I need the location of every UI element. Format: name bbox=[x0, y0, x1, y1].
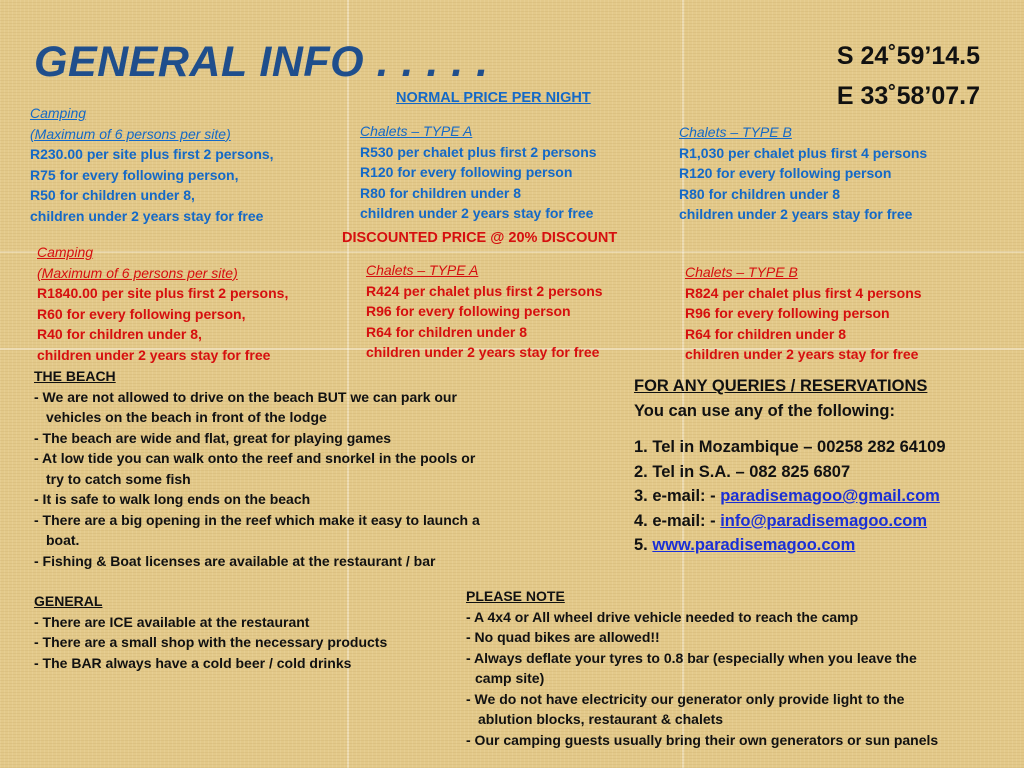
page-title: GENERAL INFO . . . . . bbox=[34, 38, 489, 86]
price-line: R80 for children under 8 bbox=[360, 184, 522, 201]
price-line: R1840.00 per site plus first 2 persons, bbox=[37, 285, 289, 301]
email-line-1: 3. e-mail: - paradisemagoo@gmail.com bbox=[634, 487, 940, 505]
note-item: - Our camping guests usually bring their own generators or sun panels bbox=[466, 731, 939, 748]
beach-item: - We are not allowed to drive on the beach BUT we can park our bbox=[34, 388, 457, 405]
discount-camping-title: Camping bbox=[37, 244, 94, 260]
price-line: R64 for children under 8 bbox=[366, 323, 528, 340]
general-heading: GENERAL bbox=[34, 593, 103, 609]
normal-camping-title: Camping bbox=[30, 105, 87, 121]
queries-heading: FOR ANY QUERIES / RESERVATIONS bbox=[634, 377, 928, 395]
beach-item: - Fishing & Boat licenses are available at the restaurant / bar bbox=[34, 552, 436, 569]
note-item: - A 4x4 or All wheel drive vehicle needed to reach the camp bbox=[466, 608, 859, 625]
price-line: R120 for every following person bbox=[360, 164, 573, 180]
normal-camping-subtitle: (Maximum of 6 persons per site) bbox=[30, 125, 231, 142]
discount-chalet-a-title: Chalets – TYPE A bbox=[366, 262, 479, 278]
normal-chalet-a-title: Chalets – TYPE A bbox=[360, 123, 473, 139]
normal-chalet-a-block bbox=[360, 121, 597, 224]
tel-mozambique: 1. Tel in Mozambique – 00258 282 64109 bbox=[634, 438, 946, 456]
beach-item: - At low tide you can walk onto the reef and snorkel in the pools or bbox=[34, 450, 476, 466]
normal-camping-block bbox=[30, 103, 274, 226]
discount-chalet-b-title: Chalets – TYPE B bbox=[685, 264, 798, 280]
discount-chalet-b-block bbox=[685, 262, 922, 365]
price-line: R50 for children under 8, bbox=[30, 187, 195, 203]
latitude: S 24˚59’14.5 bbox=[836, 42, 980, 70]
general-item: - There are ICE available at the restaurant bbox=[34, 613, 310, 630]
beach-item-cont: vehicles on the beach in front of the lodge bbox=[46, 409, 327, 425]
discount-camping-block bbox=[37, 242, 288, 365]
tel-sa: 2. Tel in S.A. – 082 825 6807 bbox=[634, 462, 851, 481]
longitude: E 33˚58’07.7 bbox=[836, 82, 980, 110]
note-heading: PLEASE NOTE bbox=[466, 588, 565, 604]
please-note-section bbox=[466, 586, 938, 750]
price-line: children under 2 years stay for free bbox=[366, 344, 600, 360]
price-line: R230.00 per site plus first 2 persons, bbox=[30, 146, 274, 162]
note-item-cont: ablution blocks, restaurant & chalets bbox=[478, 711, 724, 727]
email-link-gmail[interactable]: paradisemagoo@gmail.com bbox=[720, 487, 940, 505]
general-section bbox=[34, 591, 387, 673]
price-line: children under 2 years stay for free bbox=[679, 206, 913, 222]
beach-section bbox=[34, 366, 480, 571]
note-item: - We do not have electricity our generator only provide light to the bbox=[466, 690, 905, 707]
price-line: children under 2 years stay for free bbox=[37, 346, 271, 363]
beach-item-cont: boat. bbox=[46, 532, 80, 548]
note-item: - Always deflate your tyres to 0.8 bar (especially when you leave the bbox=[466, 649, 917, 666]
discount-chalet-a-block bbox=[366, 260, 603, 363]
price-line: children under 2 years stay for free bbox=[30, 207, 264, 224]
normal-price-heading: NORMAL PRICE PER NIGHT bbox=[396, 90, 591, 106]
gps-coordinates bbox=[837, 36, 980, 116]
general-item: - The BAR always have a cold beer / cold drinks bbox=[34, 654, 352, 671]
spacer bbox=[634, 423, 946, 435]
queries-subheading: You can use any of the following: bbox=[634, 401, 895, 420]
price-line: R824 per chalet plus first 4 persons bbox=[685, 284, 922, 301]
email-link-info[interactable]: info@paradisemagoo.com bbox=[720, 511, 927, 530]
beach-item: - There are a big opening in the reef which make it easy to launch a bbox=[34, 511, 480, 528]
price-line: R75 for every following person, bbox=[30, 166, 239, 183]
normal-chalet-b-block bbox=[679, 122, 927, 225]
discount-price-heading: DISCOUNTED PRICE @ 20% DISCOUNT bbox=[342, 230, 618, 246]
general-item: - There are a small shop with the necessary products bbox=[34, 634, 388, 650]
website-link[interactable]: www.paradisemagoo.com bbox=[652, 536, 856, 554]
price-line: children under 2 years stay for free bbox=[360, 205, 594, 221]
beach-item: - It is safe to walk long ends on the beach bbox=[34, 491, 311, 507]
price-line: R64 for children under 8 bbox=[685, 325, 847, 342]
beach-item: - The beach are wide and flat, great for playing games bbox=[34, 429, 392, 446]
price-line: R530 per chalet plus first 2 persons bbox=[360, 143, 597, 160]
price-line: R120 for every following person bbox=[679, 165, 892, 181]
note-item: - No quad bikes are allowed!! bbox=[466, 629, 660, 645]
website-line: 5. www.paradisemagoo.com bbox=[634, 536, 856, 554]
price-line: R96 for every following person bbox=[366, 303, 571, 319]
price-line: R60 for every following person, bbox=[37, 305, 246, 322]
price-line: R424 per chalet plus first 2 persons bbox=[366, 282, 603, 299]
discount-camping-subtitle: (Maximum of 6 persons per site) bbox=[37, 264, 238, 281]
price-line: R1,030 per chalet plus first 4 persons bbox=[679, 144, 928, 161]
price-line: R80 for children under 8 bbox=[679, 185, 841, 202]
price-line: R40 for children under 8, bbox=[37, 326, 202, 342]
beach-heading: THE BEACH bbox=[34, 368, 116, 384]
email-line-2: 4. e-mail: - info@paradisemagoo.com bbox=[634, 511, 927, 530]
price-line: children under 2 years stay for free bbox=[685, 346, 919, 362]
beach-item-cont: try to catch some fish bbox=[46, 470, 191, 487]
note-item-cont: camp site) bbox=[475, 670, 545, 686]
price-line: R96 for every following person bbox=[685, 305, 890, 321]
normal-chalet-b-title: Chalets – TYPE B bbox=[679, 124, 792, 140]
queries-section bbox=[634, 374, 946, 558]
